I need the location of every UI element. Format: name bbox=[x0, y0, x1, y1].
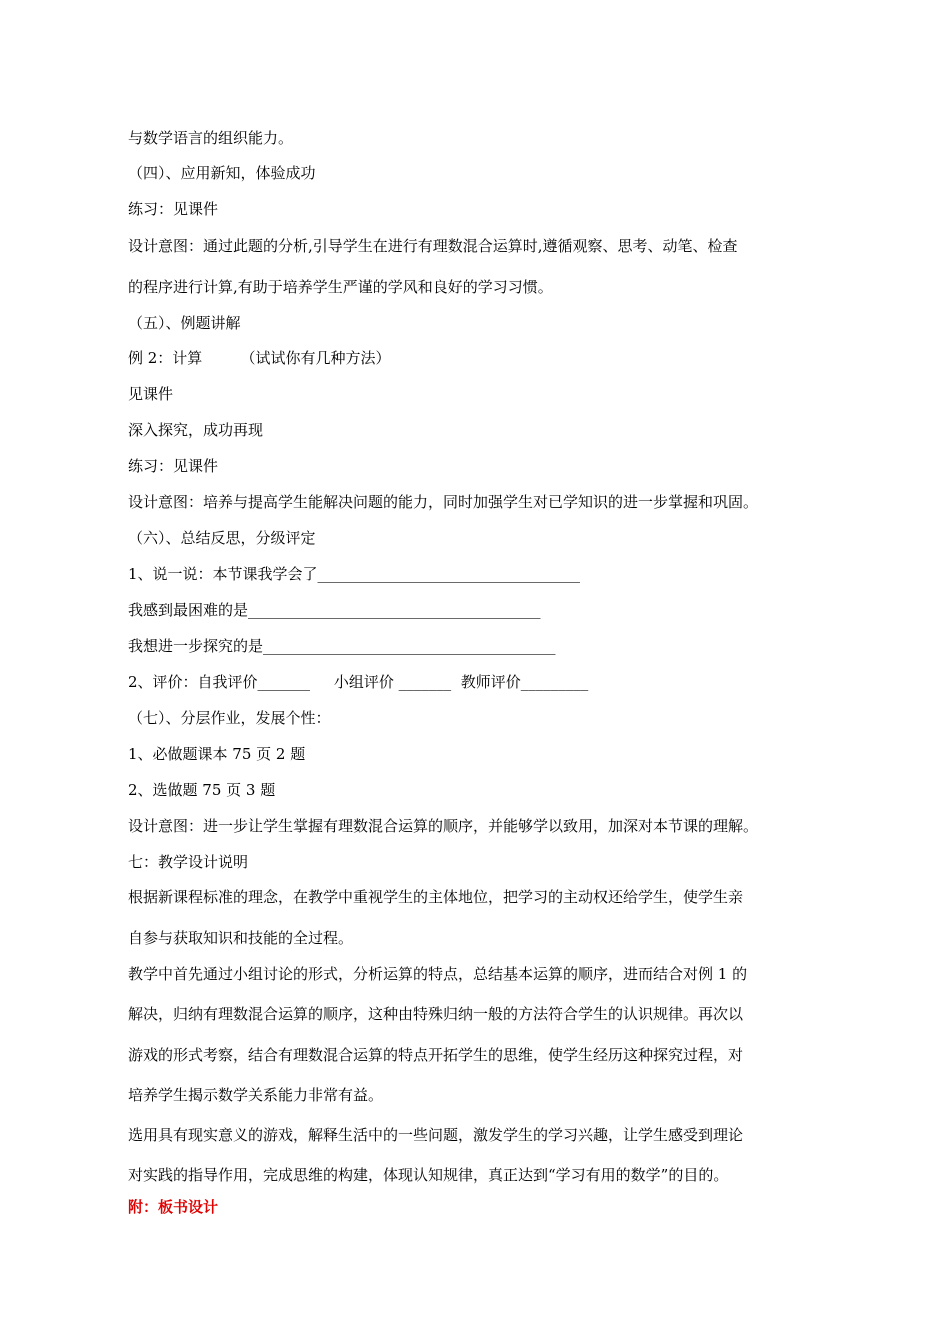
fill-in-line: 我感到最困难的是_______________________________________ bbox=[128, 601, 541, 619]
fill-in-line: 我想进一步探究的是_______________________________________ bbox=[128, 637, 556, 655]
section-heading-5: （五）、例题讲解 bbox=[128, 314, 241, 332]
paragraph-line: 练习：见课件 bbox=[128, 457, 219, 475]
fill-in-line: 2、评价：自我评价_______ 小组评价 _______ 教师评价_________ bbox=[128, 673, 589, 691]
paragraph-line: 对实践的指导作用，完成思维的构建，体现认知规律，真正达到“学习有用的数学”的目的。 bbox=[128, 1166, 729, 1184]
paragraph-line: 设计意图：通过此题的分析,引导学生在进行有理数混合运算时,遵循观察、思考、动笔、检查 bbox=[128, 237, 738, 255]
section-heading-7: （七）、分层作业，发展个性： bbox=[128, 709, 331, 727]
section-heading-6: （六）、总结反思，分级评定 bbox=[128, 529, 316, 547]
paragraph-line: 2、选做题 75 页 3 题 bbox=[128, 781, 276, 799]
paragraph-line: 例 2：计算 （试试你有几种方法） bbox=[128, 349, 391, 367]
paragraph-line: 设计意图：培养与提高学生能解决问题的能力，同时加强学生对已学知识的进一步掌握和巩固。 bbox=[128, 493, 759, 511]
paragraph-line: 教学中首先通过小组讨论的形式，分析运算的特点，总结基本运算的顺序，进而结合对例 1 的 bbox=[128, 965, 748, 983]
paragraph-line: 设计意图：进一步让学生掌握有理数混合运算的顺序，并能够学以致用，加深对本节课的理解。 bbox=[128, 817, 759, 835]
paragraph-line: 与数学语言的组织能力。 bbox=[128, 129, 294, 147]
paragraph-line: 见课件 bbox=[128, 385, 174, 403]
paragraph-line: 解决，归纳有理数混合运算的顺序，这种由特殊归纳一般的方法符合学生的认识规律。再次以 bbox=[128, 1005, 744, 1023]
section-heading-4: （四）、应用新知，体验成功 bbox=[128, 164, 316, 182]
paragraph-line: 培养学生揭示数学关系能力非常有益。 bbox=[128, 1086, 384, 1104]
paragraph-line: 选用具有现实意义的游戏，解释生活中的一些问题，激发学生的学习兴趣，让学生感受到理论 bbox=[128, 1126, 744, 1144]
fill-in-line: 1、说一说：本节课我学会了___________________________________ bbox=[128, 565, 581, 583]
paragraph-line: 深入探究，成功再现 bbox=[128, 421, 264, 439]
paragraph-line: 根据新课程标准的理念，在教学中重视学生的主体地位，把学习的主动权还给学生，使学生亲 bbox=[128, 888, 744, 906]
paragraph-line: 1、必做题课本 75 页 2 题 bbox=[128, 745, 306, 763]
paragraph-line: 练习：见课件 bbox=[128, 200, 219, 218]
paragraph-line: 的程序进行计算,有助于培养学生严谨的学风和良好的学习习惯。 bbox=[128, 278, 553, 296]
appendix-heading: 附：板书设计 bbox=[128, 1198, 219, 1216]
paragraph-line: 游戏的形式考察，结合有理数混合运算的特点开拓学生的思维，使学生经历这种探究过程，对 bbox=[128, 1046, 744, 1064]
section-heading: 七：教学设计说明 bbox=[128, 853, 249, 871]
paragraph-line: 自参与获取知识和技能的全过程。 bbox=[128, 929, 354, 947]
